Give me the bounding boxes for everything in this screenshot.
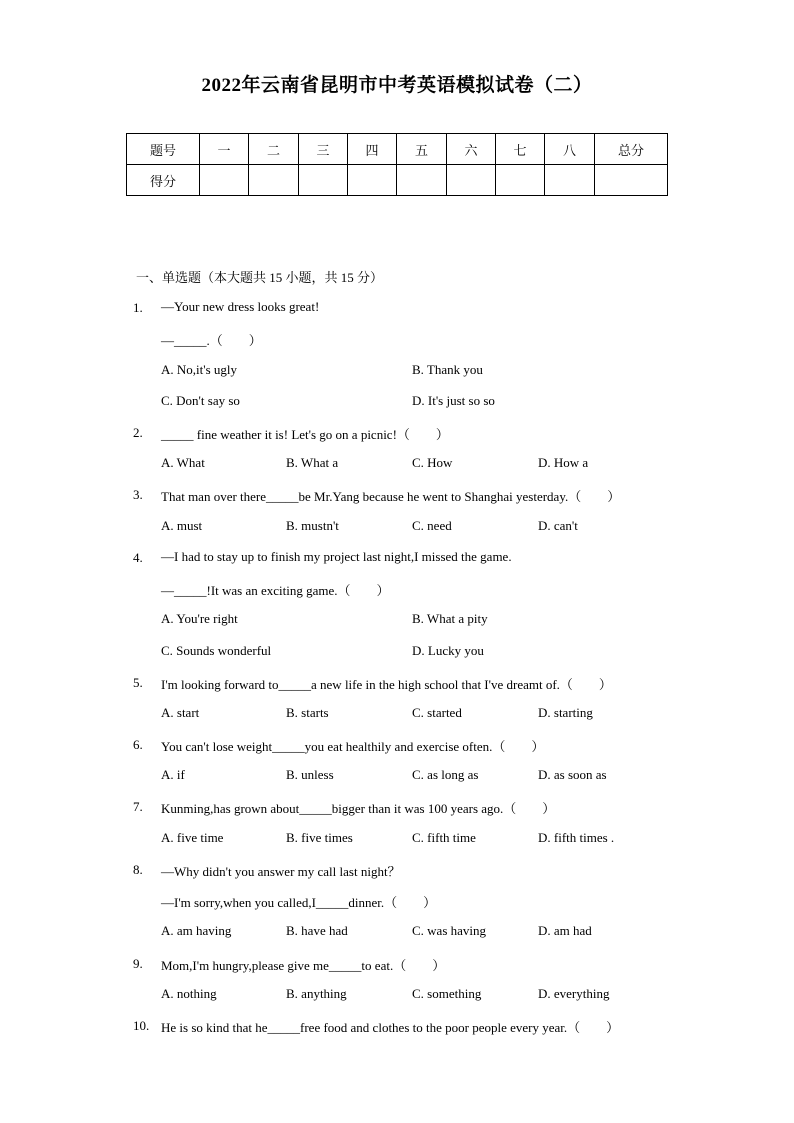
score-header-cell: 八 [545,134,595,165]
score-cell [200,165,249,196]
option-c: C. as long as [412,767,479,782]
option-d: D. as soon as [538,767,607,782]
question-stem: —I'm sorry,when you called,I_____dinner.（ ） [161,895,437,910]
option-a: A. start [161,705,200,720]
score-header-cell: 七 [496,134,545,165]
score-header-cell: 三 [299,134,348,165]
option-b: B. anything [286,986,347,1001]
question-stem: Mom,I'm hungry,please give me_____to eat.（ ） [161,958,446,973]
question-stem: —_____!It was an exciting game.（ ） [161,583,390,598]
question-number: 6. [133,737,143,752]
option-d: D. can't [538,518,578,533]
option-b: B. What a [286,455,339,470]
question-stem: —Why didn't you answer my call last night？ [161,864,401,879]
option-c: C. Sounds wonderful [161,643,272,658]
option-a: A. No,it's ugly [161,362,238,377]
option-c: C. How [412,455,453,470]
score-table [126,133,668,196]
option-c: C. Don't say so [161,393,240,408]
question-number: 3. [133,487,143,502]
question-number: 7. [133,799,143,814]
question-stem: I'm looking forward to_____a new life in the high school that I've dreamt of.（ ） [161,677,612,692]
option-a: A. You're right [161,611,238,626]
question-stem: He is so kind that he_____free food and clothes to the poor people every year.（ ） [161,1020,620,1035]
option-a: A. must [161,518,203,533]
score-header-cell: 五 [397,134,447,165]
question-stem: _____ fine weather it is! Let's go on a picnic!（ ） [161,427,449,442]
score-header-cell: 题号 [127,134,200,165]
option-d: D. fifth times . [538,830,615,845]
option-c: C. fifth time [412,830,476,845]
option-b: B. starts [286,705,329,720]
score-row-label: 得分 [127,165,200,196]
score-cell [496,165,545,196]
score-cell [249,165,299,196]
option-c: C. something [412,986,482,1001]
question-stem: You can't lose weight_____you eat healthily and exercise often.（ ） [161,739,545,754]
option-d: D. am had [538,923,592,938]
exam-title: 2022年云南省昆明市中考英语模拟试卷（二） [201,75,593,96]
score-cell [447,165,496,196]
score-cell [397,165,447,196]
score-cell [595,165,668,196]
option-c: C. started [412,705,462,720]
question-stem: Kunming,has grown about_____bigger than it was 100 years ago.（ ） [161,801,556,816]
option-d: D. It's just so so [412,393,495,408]
option-b: B. Thank you [412,362,483,377]
score-header-cell: 四 [348,134,397,165]
option-c: C. was having [412,923,487,938]
score-cell [299,165,348,196]
option-d: D. Lucky you [412,643,484,658]
question-number: 9. [133,956,143,971]
score-table-header-row [127,134,668,165]
question-stem: That man over there_____be Mr.Yang because he went to Shanghai yesterday.（ ） [161,489,621,504]
option-a: A. five time [161,830,224,845]
question-stem: —_____.（ ） [161,333,262,348]
option-d: D. everything [538,986,610,1001]
score-header-cell: 一 [200,134,249,165]
score-table-score-row [127,165,668,196]
option-a: A. nothing [161,986,217,1001]
option-b: B. unless [286,767,334,782]
option-a: A. What [161,455,205,470]
question-stem: —I had to stay up to finish my project last night,I missed the game. [161,549,512,564]
question-number: 5. [133,675,143,690]
score-header-cell: 二 [249,134,299,165]
option-a: A. if [161,767,185,782]
option-b: B. five times [286,830,353,845]
score-header-cell: 总分 [595,134,668,165]
question-number: 10. [133,1018,150,1033]
option-d: D. starting [538,705,593,720]
question-number: 2. [133,425,143,440]
option-c: C. need [412,518,452,533]
question-number: 1. [133,300,143,315]
question-number: 4. [133,550,143,565]
section-heading: 一、单选题（本大题共 15 小题，共 15 分） [136,270,384,285]
score-cell [545,165,595,196]
option-a: A. am having [161,923,232,938]
score-header-cell: 六 [447,134,496,165]
question-stem: —Your new dress looks great! [161,299,320,314]
question-number: 8. [133,862,143,877]
score-cell [348,165,397,196]
option-b: B. mustn't [286,518,339,533]
option-b: B. have had [286,923,348,938]
option-b: B. What a pity [412,611,488,626]
option-d: D. How a [538,455,589,470]
